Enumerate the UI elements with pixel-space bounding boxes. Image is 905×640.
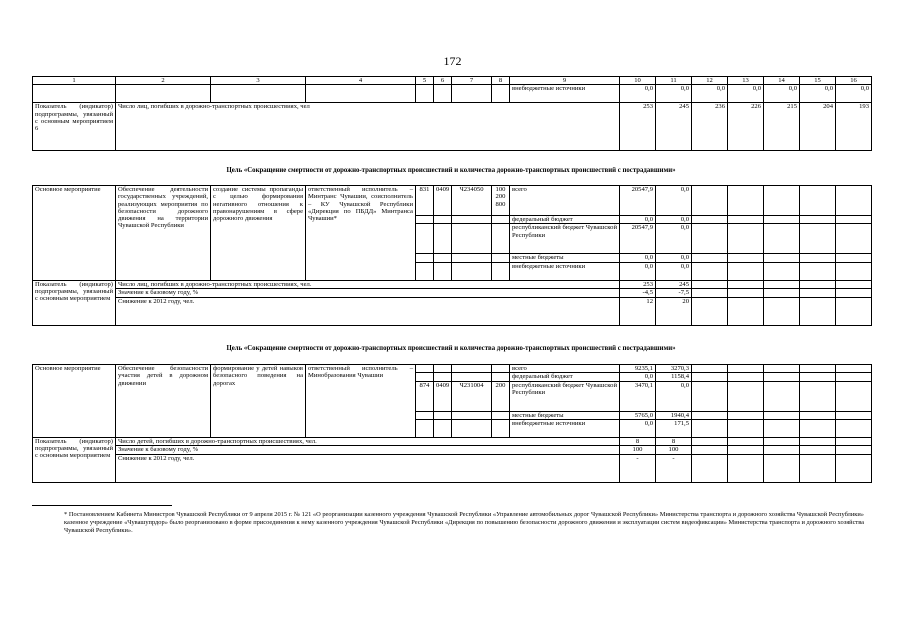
indicator-text: Число лиц, погибших в дорожно-транспортных происшествиях, чел. bbox=[116, 280, 620, 289]
measure-name: Обеспечение безопасности участия детей в дорожном движении bbox=[116, 365, 211, 438]
indicator-text: Число детей, погибших в дорожно-транспортных происшествиях, чел. bbox=[116, 437, 620, 446]
col-header: 10 bbox=[620, 77, 656, 85]
value-cell: 0,0 bbox=[656, 216, 692, 224]
code-expense: 100 200 800 bbox=[492, 186, 510, 216]
value-cell: 0,0 bbox=[764, 85, 800, 103]
value-cell: 215 bbox=[764, 103, 800, 151]
value-cell: 0,0 bbox=[656, 224, 692, 254]
value-cell: 3470,1 bbox=[620, 381, 656, 411]
block1-table bbox=[32, 185, 872, 326]
col-header: 7 bbox=[452, 77, 492, 85]
table-row bbox=[33, 280, 872, 289]
value-cell: 20 bbox=[656, 297, 692, 325]
goal-heading: Цель «Сокращение смертности от дорожно-транспортных происшествий и количества дорожно-транспортных происшествий с пострадавшими» bbox=[226, 167, 676, 174]
col-header: 16 bbox=[836, 77, 872, 85]
value-cell: 20547,9 bbox=[620, 186, 656, 216]
value-cell: 0,0 bbox=[620, 216, 656, 224]
value-cell: 253 bbox=[620, 103, 656, 151]
top-table bbox=[32, 76, 872, 151]
table-row bbox=[33, 103, 872, 151]
footnote: * Постановлением Кабинета Министров Чувашской Республики от 9 апреля 2015 г. № 121 «О реорганизации казенного учреждения Чувашской Республики «Управление автомобильных дорог Чувашской Республики» Министерства транспорта и дорожного хозяйства Чувашской Республики» казенное учреждение «Чувашупрдор» было реорганизовано в форме присоединения к нему казенного учреждения Чувашской Республики «Дирекция по повышению безопасности дорожного движения и эксплуатации систем видеофиксации» Министерства транспорта и дорожного хозяйства Чувашской Республики». bbox=[64, 511, 864, 534]
table-row bbox=[33, 289, 872, 298]
value-cell: 8 bbox=[620, 437, 656, 446]
indicator-text: Снижение к 2012 году, чел. bbox=[116, 454, 620, 482]
value-cell: 193 bbox=[836, 103, 872, 151]
source-label: внебюджетные источники bbox=[510, 262, 620, 280]
page-number: 172 bbox=[443, 54, 462, 68]
col-header: 12 bbox=[692, 77, 728, 85]
value-cell: - bbox=[656, 454, 692, 482]
indicator-label: Показатель (индикатор) подпрограммы, увязанный с основным мероприятием bbox=[33, 437, 116, 482]
measure-type: Основное мероприятие bbox=[33, 365, 116, 438]
source-label: всего bbox=[510, 365, 620, 373]
measure-executor: ответственный исполнитель – Минтранс Чувашии, соисполнитель – КУ Чувашской Республики «Дирекция по ПБДД» Минтранса Чувашии* bbox=[306, 186, 416, 281]
col-header: 4 bbox=[306, 77, 416, 85]
measure-goal: создание системы пропаганды с целью формирования негативного отношения к правонарушениям в сфере дорожного движения bbox=[211, 186, 306, 281]
col-header: 5 bbox=[416, 77, 434, 85]
value-cell: 0,0 bbox=[620, 254, 656, 262]
column-header-row bbox=[33, 77, 872, 85]
footnote-divider bbox=[32, 505, 172, 506]
indicator-text: Число лиц, погибших в дорожно-транспортных происшествиях, чел bbox=[116, 103, 620, 151]
source-label: республиканский бюджет Чувашской Республики bbox=[510, 224, 620, 254]
value-cell: 171,5 bbox=[656, 419, 692, 437]
value-cell: 245 bbox=[656, 280, 692, 289]
value-cell: 0,0 bbox=[620, 85, 656, 103]
source-label: всего bbox=[510, 186, 620, 216]
table-row bbox=[33, 446, 872, 455]
value-cell: 20547,9 bbox=[620, 224, 656, 254]
value-cell: 100 bbox=[620, 446, 656, 455]
value-cell: 1940,4 bbox=[656, 411, 692, 419]
table-row bbox=[33, 297, 872, 325]
col-header: 1 bbox=[33, 77, 116, 85]
code-grbs: 874 bbox=[416, 381, 434, 411]
col-header: 11 bbox=[656, 77, 692, 85]
code-target: Ч231004 bbox=[452, 381, 492, 411]
col-header: 8 bbox=[492, 77, 510, 85]
table-row bbox=[33, 454, 872, 482]
value-cell: 0,0 bbox=[692, 85, 728, 103]
indicator-text: Значение к базовому году, % bbox=[116, 446, 620, 455]
goal-heading: Цель «Сокращение смертности от дорожно-транспортных происшествий и количества дорожно-транспортных происшествий с пострадавшими» bbox=[226, 345, 676, 352]
value-cell: 1158,4 bbox=[656, 373, 692, 381]
value-cell: 245 bbox=[656, 103, 692, 151]
measure-type: Основное мероприятие bbox=[33, 186, 116, 281]
table-row bbox=[33, 186, 872, 216]
code-section: 0409 bbox=[434, 381, 452, 411]
value-cell: -7,5 bbox=[656, 289, 692, 298]
col-header: 14 bbox=[764, 77, 800, 85]
col-header: 13 bbox=[728, 77, 764, 85]
source-label: республиканский бюджет Чувашской Республики bbox=[510, 381, 620, 411]
value-cell: 0,0 bbox=[620, 419, 656, 437]
value-cell: 8 bbox=[656, 437, 692, 446]
table-row bbox=[33, 85, 872, 103]
col-header: 9 bbox=[510, 77, 620, 85]
value-cell: 0,0 bbox=[656, 85, 692, 103]
value-cell: 226 bbox=[728, 103, 764, 151]
col-header: 15 bbox=[800, 77, 836, 85]
value-cell: 5765,0 bbox=[620, 411, 656, 419]
value-cell: 0,0 bbox=[620, 262, 656, 280]
col-header: 3 bbox=[211, 77, 306, 85]
indicator-label: Показатель (индикатор) подпрограммы, увязанный с основным мероприятием bbox=[33, 280, 116, 325]
table-row bbox=[33, 365, 872, 373]
value-cell: 0,0 bbox=[656, 186, 692, 216]
code-target: Ч234050 bbox=[452, 186, 492, 216]
table-row bbox=[33, 437, 872, 446]
indicator-label: Показатель (индикатор) подпрограммы, увязанный с основным мероприятием 6 bbox=[33, 103, 116, 151]
source-label: федеральный бюджет bbox=[510, 373, 620, 381]
source-label: внебюджетные источники bbox=[510, 419, 620, 437]
value-cell: 9235,1 bbox=[620, 365, 656, 373]
source-label: федеральный бюджет bbox=[510, 216, 620, 224]
value-cell: 253 bbox=[620, 280, 656, 289]
source-label: внебюджетные источники bbox=[510, 85, 620, 103]
value-cell: 0,0 bbox=[656, 381, 692, 411]
code-section: 0409 bbox=[434, 186, 452, 216]
source-label: местные бюджеты bbox=[510, 254, 620, 262]
value-cell: 0,0 bbox=[620, 373, 656, 381]
value-cell: 12 bbox=[620, 297, 656, 325]
indicator-text: Снижение к 2012 году, чел. bbox=[116, 297, 620, 325]
value-cell: 0,0 bbox=[728, 85, 764, 103]
block2-table bbox=[32, 364, 872, 483]
measure-name: Обеспечение деятельности государственных учреждений, реализующих мероприятия по безопасности дорожного движения на территории Чувашской Республики bbox=[116, 186, 211, 281]
value-cell: 0,0 bbox=[836, 85, 872, 103]
value-cell: 3270,3 bbox=[656, 365, 692, 373]
measure-goal: формирование у детей навыков безопасного поведения на дорогах bbox=[211, 365, 306, 438]
value-cell: 204 bbox=[800, 103, 836, 151]
source-label: местные бюджеты bbox=[510, 411, 620, 419]
col-header: 2 bbox=[116, 77, 211, 85]
value-cell: 0,0 bbox=[656, 262, 692, 280]
measure-executor: ответственный исполнитель – Минобразования Чувашии bbox=[306, 365, 416, 438]
value-cell: - bbox=[620, 454, 656, 482]
value-cell: 236 bbox=[692, 103, 728, 151]
col-header: 6 bbox=[434, 77, 452, 85]
value-cell: 0,0 bbox=[800, 85, 836, 103]
indicator-text: Значение к базовому году, % bbox=[116, 289, 620, 298]
value-cell: 100 bbox=[656, 446, 692, 455]
value-cell: 0,0 bbox=[656, 254, 692, 262]
value-cell: -4,5 bbox=[620, 289, 656, 298]
code-expense: 200 bbox=[492, 381, 510, 411]
code-grbs: 831 bbox=[416, 186, 434, 216]
